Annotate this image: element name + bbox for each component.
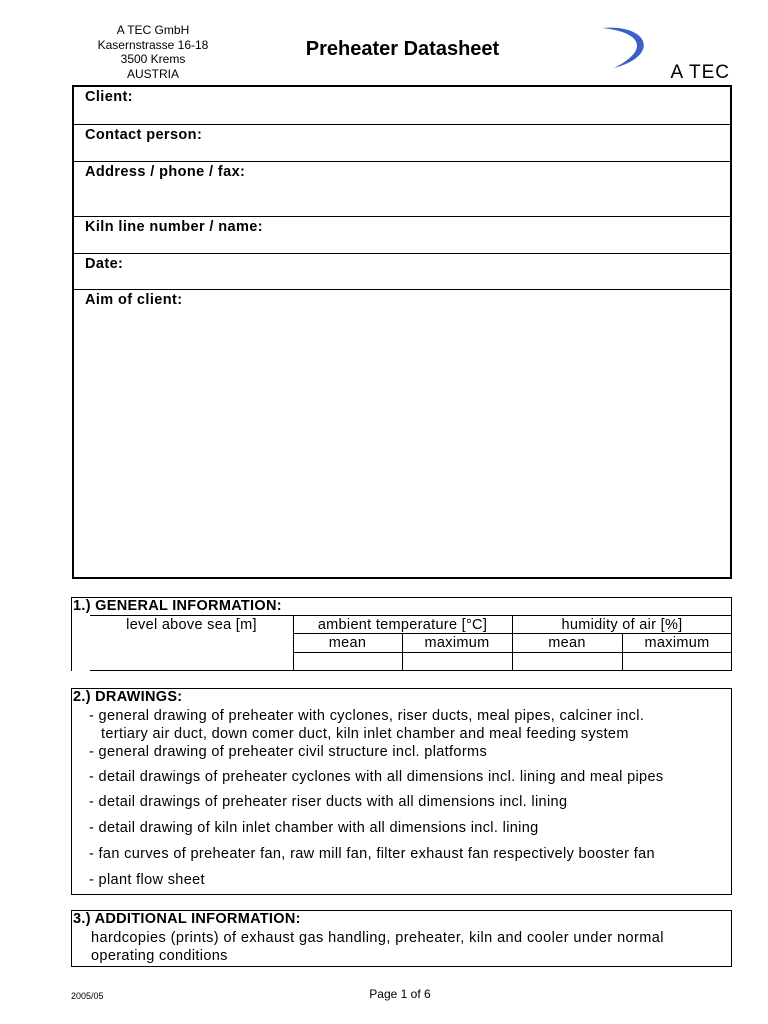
additional-info-line: operating conditions: [91, 948, 228, 964]
general-info-section: [71, 597, 732, 671]
drawing-item: - plant flow sheet: [89, 872, 205, 888]
additional-info-title: 3.) ADDITIONAL INFORMATION:: [73, 911, 301, 927]
address-label: Address / phone / fax:: [85, 164, 246, 180]
humidity-mean-header: mean: [548, 635, 586, 651]
humidity-mean-input-cell[interactable]: [513, 653, 621, 669]
logo-text: A TEC: [670, 62, 730, 83]
atec-logo: [572, 26, 732, 82]
humidity-max-input-cell[interactable]: [623, 653, 730, 669]
ambient-max-header: maximum: [424, 635, 490, 651]
page-number: Page 1 of 6: [369, 987, 431, 1001]
client-label: Client:: [85, 89, 133, 105]
kiln-row[interactable]: [74, 217, 730, 254]
page-title: Preheater Datasheet: [305, 38, 500, 60]
date-row[interactable]: [74, 254, 730, 290]
drawing-item: - general drawing of preheater with cyclones, riser ducts, meal pipes, calciner incl.: [89, 708, 645, 724]
ambient-mean-input-cell[interactable]: [294, 653, 401, 669]
aim-row[interactable]: [74, 290, 730, 577]
address-row[interactable]: [74, 162, 730, 217]
ambient-mean-header: mean: [328, 635, 367, 651]
drawing-item: - detail drawing of kiln inlet chamber with all dimensions incl. lining: [89, 820, 539, 836]
humidity-header: humidity of air [%]: [561, 617, 683, 633]
humidity-max-header: maximum: [644, 635, 710, 651]
company-name: A TEC GmbH: [116, 23, 190, 37]
company-address: [80, 23, 226, 81]
drawings-title: 2.) DRAWINGS:: [73, 689, 183, 705]
kiln-label: Kiln line number / name:: [85, 219, 263, 235]
drawing-item: - general drawing of preheater civil structure incl. platforms: [89, 744, 488, 760]
client-form: [72, 85, 732, 579]
drawing-item: - detail drawings of preheater riser ducts with all dimensions incl. lining: [89, 794, 568, 810]
additional-info-line: hardcopies (prints) of exhaust gas handling, preheater, kiln and cooler under normal: [91, 930, 664, 946]
company-street: Kasernstrasse 16-18: [97, 37, 209, 52]
contact-label: Contact person:: [85, 127, 203, 143]
ambient-header: ambient temperature [°C]: [317, 617, 488, 633]
general-info-title: 1.) GENERAL INFORMATION:: [73, 598, 282, 614]
aim-label: Aim of client:: [85, 292, 183, 308]
company-city: 3500 Krems: [120, 52, 186, 66]
footer-date: 2005/05: [71, 991, 104, 1001]
contact-row[interactable]: [74, 125, 730, 162]
drawing-item: tertiary air duct, down comer duct, kiln inlet chamber and meal feeding system: [101, 726, 629, 742]
level-input-cell[interactable]: [91, 634, 292, 669]
divider: [71, 597, 72, 671]
ambient-max-input-cell[interactable]: [403, 653, 511, 669]
company-country: AUSTRIA: [126, 66, 179, 81]
level-header: level above sea [m]: [126, 617, 257, 633]
drawing-item: - detail drawings of preheater cyclones with all dimensions incl. lining and meal pipes: [89, 769, 664, 785]
drawing-item: - fan curves of preheater fan, raw mill fan, filter exhaust fan respectively booster fan: [89, 846, 655, 862]
divider: [90, 670, 732, 671]
date-label: Date:: [85, 256, 124, 272]
client-row[interactable]: [74, 87, 730, 125]
